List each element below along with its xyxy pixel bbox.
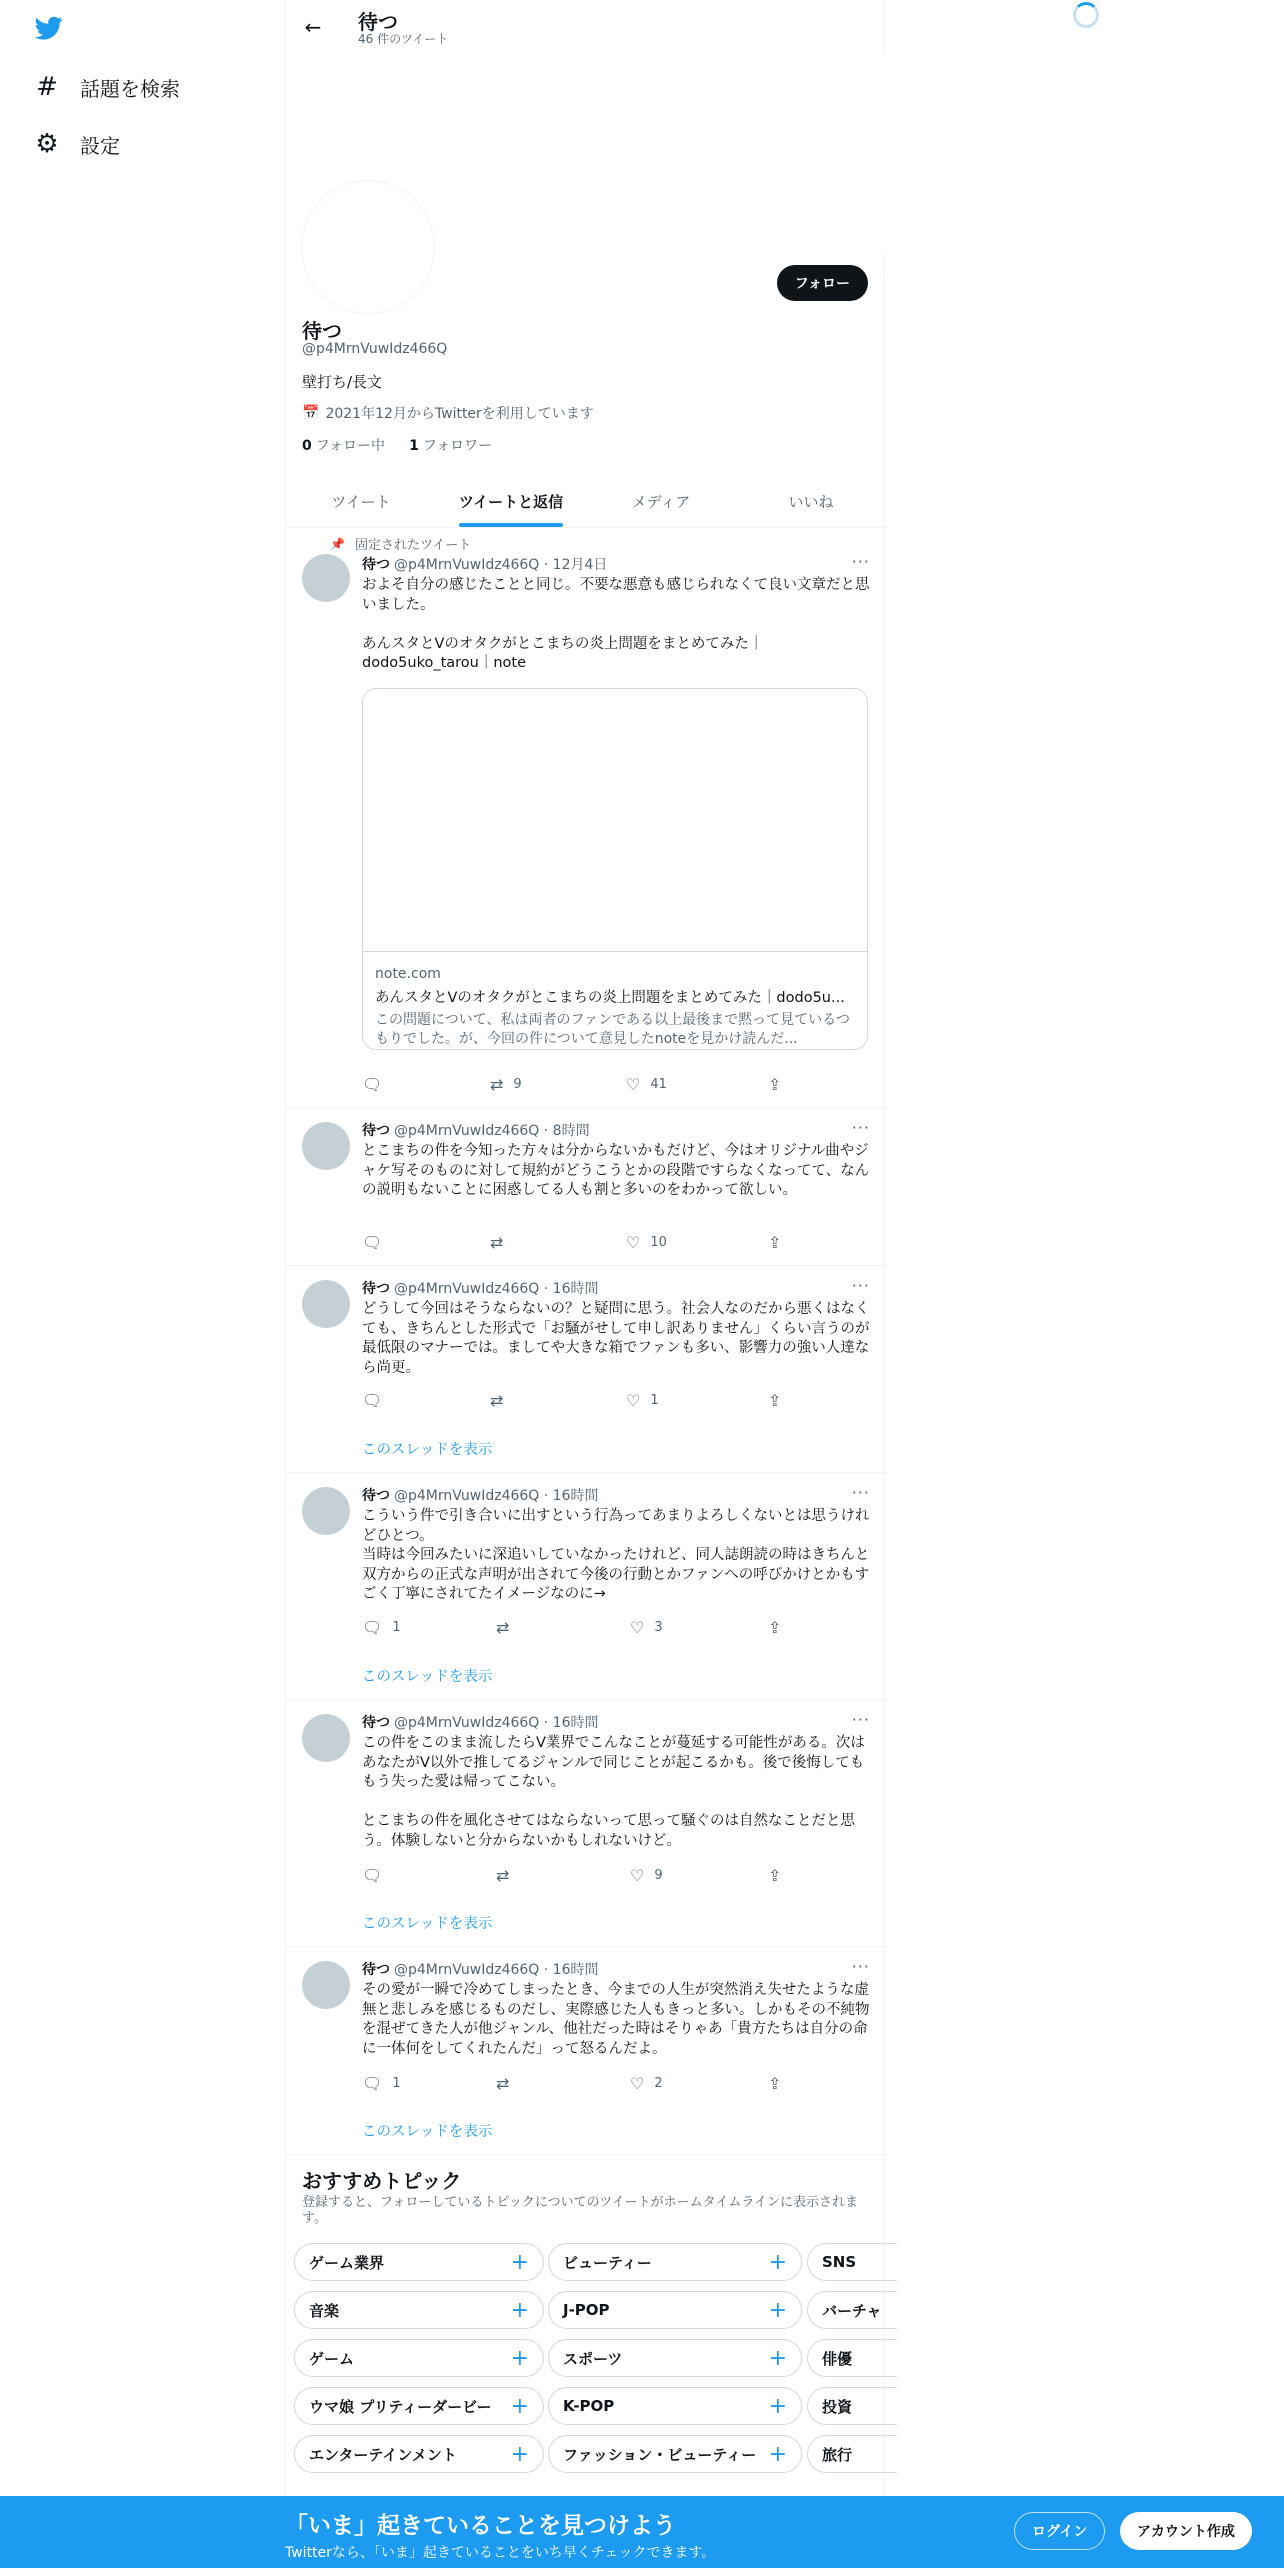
show-thread-link[interactable]: このスレッドを表示 [362, 1669, 493, 1685]
topic-pill[interactable]: SNS [807, 2243, 897, 2281]
following-link[interactable]: 0 フォロー中 [302, 438, 386, 454]
topic-pill[interactable]: 音楽 + [294, 2291, 544, 2329]
topic-pill[interactable]: ファッション・ビューティー + [548, 2435, 802, 2473]
tweet-author-name[interactable]: 待つ [362, 557, 390, 573]
more-icon[interactable]: ··· [851, 1276, 870, 1295]
reply-button[interactable]: 🗨 1 [362, 2074, 401, 2093]
profile-avatar[interactable] [301, 180, 435, 314]
avatar[interactable] [302, 1487, 350, 1535]
profile-bio: 壁打ち/長文 [302, 373, 383, 391]
tweet-author-name[interactable]: 待つ [362, 1123, 390, 1139]
retweet-button[interactable]: ⇄ 9 [490, 1075, 522, 1094]
retweet-icon: ⇄ [490, 1233, 504, 1252]
plus-icon: + [768, 2393, 787, 2419]
link-card-domain: note.com [375, 966, 441, 982]
tweet[interactable] [286, 1947, 886, 2155]
plus-icon: + [510, 2393, 529, 2419]
topic-pill[interactable]: ゲーム業界 + [294, 2243, 544, 2281]
profile-column [285, 0, 885, 2500]
tweet-author-handle[interactable]: @p4MrnVuwIdz466Q [394, 1962, 540, 1978]
tweet-meta: 待つ @p4MrnVuwIdz466Q · 8時間 [362, 1123, 590, 1139]
like-icon: ♡ [626, 1233, 641, 1252]
tweet-text: とこまちの件を今知った方々は分からないかもだけど、今はオリジナル曲やジャケ写そのものに対して規約がどうこうとかの段階ですらなくなってて、なんの説明もないことに困惑してる人も割と多いのをわかって欲しい。 [362, 1143, 870, 1199]
sidebar-item-label: 設定 [80, 133, 120, 158]
tweet-author-name[interactable]: 待つ [362, 1962, 390, 1978]
reply-icon: 🗨 [362, 1391, 383, 1410]
signup-banner [0, 2496, 1284, 2568]
tweet-meta: 待つ @p4MrnVuwIdz466Q · 16時間 [362, 1962, 599, 1978]
tweet-actions [362, 1233, 782, 1255]
reply-icon: 🗨 [362, 1866, 383, 1885]
tweet[interactable] [286, 1473, 886, 1700]
retweet-icon: ⇄ [490, 1391, 504, 1410]
followers-link[interactable]: 1 フォロワー [409, 438, 493, 454]
topic-pill[interactable]: ビューティー + [548, 2243, 802, 2281]
tweet-time[interactable]: 16時間 [552, 1962, 599, 1978]
reply-icon: 🗨 [362, 1233, 383, 1252]
retweet-button[interactable] [496, 1618, 519, 1637]
reply-icon: 🗨 [362, 1075, 383, 1094]
plus-icon: + [510, 2345, 529, 2371]
tweet-author-name[interactable]: 待つ [362, 1281, 390, 1297]
link-card[interactable] [362, 688, 868, 1050]
tweet-meta: 待つ @p4MrnVuwIdz466Q · 16時間 [362, 1715, 599, 1731]
profile-handle: @p4MrnVuwIdz466Q [302, 341, 448, 357]
tweet-meta: 待つ @p4MrnVuwIdz466Q · 16時間 [362, 1488, 599, 1504]
retweet-icon: ⇄ [490, 1075, 504, 1094]
twitter-bird-icon[interactable] [33, 14, 65, 42]
topic-pill[interactable]: エンターテインメント + [294, 2435, 544, 2473]
reply-button[interactable] [362, 1866, 392, 1885]
header-title: 待つ [358, 10, 398, 34]
reply-icon: 🗨 [362, 1618, 383, 1637]
share-button[interactable] [768, 2074, 781, 2093]
banner-title: 「いま」起きていることを見つけよう [285, 2513, 676, 2539]
avatar[interactable] [302, 1122, 350, 1170]
more-icon[interactable]: ··· [851, 1710, 870, 1729]
topic-pill[interactable]: K-POP + [548, 2387, 802, 2425]
topic-pill[interactable]: バーチャ [807, 2291, 897, 2329]
profile-name: 待つ [302, 319, 342, 343]
tweet-time[interactable]: 16時間 [552, 1281, 599, 1297]
tweet[interactable] [286, 1700, 886, 1947]
tab-tweets[interactable]: ツイート [331, 492, 391, 511]
login-button[interactable]: ログイン [1014, 2512, 1105, 2550]
topic-pill[interactable]: 投資 [807, 2387, 897, 2425]
like-icon: ♡ [630, 1866, 645, 1885]
tweet-count: 46 件のツイート [358, 32, 449, 46]
banner-subtitle: Twitterなら、「いま」起きていることをいち早くチェックできます。 [285, 2545, 716, 2561]
reply-button[interactable] [362, 1391, 392, 1410]
hashtag-icon: # [36, 72, 58, 102]
like-icon: ♡ [626, 1391, 641, 1410]
sidebar-item-explore[interactable] [34, 62, 180, 112]
tweet-time[interactable]: 16時間 [552, 1488, 599, 1504]
back-arrow-icon[interactable]: ← [304, 15, 322, 39]
avatar[interactable] [302, 1280, 350, 1328]
profile-stats [302, 435, 492, 455]
like-button[interactable]: ♡ 3 [630, 1618, 663, 1637]
tweet-actions [362, 1391, 782, 1413]
tab-tweets-and-replies[interactable]: ツイートと返信 [436, 475, 586, 527]
like-button[interactable]: ♡ 41 [626, 1075, 667, 1094]
link-card-image [363, 689, 867, 952]
tweet-author-handle[interactable]: @p4MrnVuwIdz466Q [394, 1281, 540, 1297]
loading-spinner-icon [1073, 2, 1099, 28]
tweet[interactable] [286, 1266, 886, 1473]
retweet-button[interactable] [496, 1866, 519, 1885]
like-button[interactable]: ♡ 10 [626, 1233, 667, 1252]
avatar[interactable] [302, 1961, 350, 2009]
plus-icon: + [768, 2441, 787, 2467]
tweet[interactable] [286, 528, 886, 1108]
tweet-time[interactable]: 8時間 [552, 1123, 590, 1139]
retweet-button[interactable] [490, 1391, 513, 1410]
tweet-text: どうして今回はそうならないの？と疑問に思う。社会人なのだから悪くはなくても、きちんとした形式で「お騒がせして申し訳ありません」くらい言うのが最低限のマナーでは。ましてや大きな箱でファンも多い、影響力の強い人達なら尚更。 [362, 1301, 870, 1376]
topic-pill[interactable]: 俳優 [807, 2339, 897, 2377]
retweet-icon: ⇄ [496, 1866, 510, 1885]
tweet-actions [362, 1866, 782, 1888]
tweet-text: この件をこのまま流したらV業界でこんなことが蔓延する可能性がある。次はあなたがV以外で推してるジャンルで同じことが起こるかも。後で後悔してももう失った愛は帰ってこない。 とこまちの件を風化させてはならないって思って騒ぐのは自然なことだと思う。体験しないと分からないかもしれないけど。 [362, 1735, 865, 1849]
retweet-icon: ⇄ [496, 2074, 510, 2093]
tweet-actions [362, 1618, 782, 1640]
reply-icon: 🗨 [362, 2074, 383, 2093]
reply-button[interactable] [362, 1075, 392, 1094]
share-button[interactable] [768, 1866, 781, 1885]
avatar[interactable] [302, 554, 350, 602]
tweet-text: およそ自分の感じたことと同じ。不要な悪意も感じられなくて良い文章だと思いました。 あんスタとVのオタクがとこまちの炎上問題をまとめてみた｜dodo5uko_tarou｜note [362, 577, 870, 672]
link-card-title: あんスタとVのオタクがとこまちの炎上問題をまとめてみた｜dodo5u... [375, 990, 845, 1006]
plus-icon: + [768, 2345, 787, 2371]
recommended-topics [286, 2155, 886, 2500]
like-button[interactable]: ♡ 2 [630, 2074, 663, 2093]
tweet-time[interactable]: 16時間 [552, 1715, 599, 1731]
topic-pill[interactable]: ゲーム + [294, 2339, 544, 2377]
like-icon: ♡ [630, 1618, 645, 1637]
follow-button[interactable]: フォロー [777, 265, 868, 301]
avatar[interactable] [302, 1714, 350, 1762]
plus-icon: + [768, 2249, 787, 2275]
share-icon: ⇪ [768, 2074, 782, 2093]
retweet-button[interactable] [496, 2074, 519, 2093]
tweet-author-handle[interactable]: @p4MrnVuwIdz466Q [394, 1715, 540, 1731]
profile-tabs [286, 475, 886, 528]
tweet-author-handle[interactable]: @p4MrnVuwIdz466Q [394, 1488, 540, 1504]
tweet-meta: 待つ @p4MrnVuwIdz466Q · 12月4日 [362, 557, 608, 573]
pinned-indicator: 📌 固定されたツイート [330, 536, 472, 553]
tweet-time[interactable]: 12月4日 [552, 557, 608, 573]
share-icon: ⇪ [768, 1391, 782, 1410]
tweet-author-name[interactable]: 待つ [362, 1488, 390, 1504]
tweet-meta: 待つ @p4MrnVuwIdz466Q · 16時間 [362, 1281, 599, 1297]
topic-pill[interactable]: ウマ娘 プリティーダービー + [294, 2387, 544, 2425]
tweet-text: こういう件で引き合いに出すという行為ってあまりよろしくないとは思うけれどひとつ。 当時は今回みたいに深追いしていなかったけれど、同人誌朗読の時はきちんと双方からの正式な声明が出されて今後の行動とかファンへの呼びかけとかもすごく丁寧にされてたイメージなのに→ [362, 1508, 870, 1603]
tweet-author-handle[interactable]: @p4MrnVuwIdz466Q [394, 1123, 540, 1139]
share-icon: ⇪ [768, 1618, 782, 1637]
like-button[interactable]: ♡ 9 [630, 1866, 663, 1885]
joined-text: 2021年12月からTwitterを利用しています [325, 406, 594, 422]
like-icon: ♡ [630, 2074, 645, 2093]
share-button[interactable] [768, 1618, 781, 1637]
share-icon: ⇪ [768, 1866, 782, 1885]
like-button[interactable]: ♡ 1 [626, 1391, 659, 1410]
share-button[interactable] [768, 1391, 781, 1410]
tweet-actions [362, 1075, 782, 1097]
share-icon: ⇪ [768, 1075, 782, 1094]
plus-icon: + [510, 2297, 529, 2323]
more-icon[interactable]: ··· [851, 552, 870, 571]
profile-joined [302, 403, 594, 423]
plus-icon: + [510, 2441, 529, 2467]
retweet-icon: ⇄ [496, 1618, 510, 1637]
more-icon[interactable]: ··· [851, 1957, 870, 1976]
tab-likes[interactable]: いいね [788, 492, 834, 511]
topic-pill[interactable]: スポーツ + [548, 2339, 802, 2377]
tweet[interactable] [286, 1108, 886, 1266]
share-icon: ⇪ [768, 1233, 782, 1252]
plus-icon: + [768, 2297, 787, 2323]
tweet-text: その愛が一瞬で冷めてしまったとき、今までの人生が突然消え失せたような虚無と悲しみを感じるものだし、実際感じた人もきっと多い。しかもその不純物を混ぜてきた人が他ジャンル、他社だった時はそりゃあ「貴方たちは自分の命に一体何をしてくれたんだ」って怒るんだよ。 [362, 1982, 870, 2057]
topics-subtitle: 登録すると、フォローしているトピックについてのツイートがホームタイムラインに表示されます。 [302, 2195, 859, 2226]
reply-button[interactable]: 🗨 1 [362, 1618, 401, 1637]
share-button[interactable] [768, 1075, 781, 1094]
retweet-button[interactable] [490, 1233, 513, 1252]
tab-media[interactable]: メディア [631, 492, 691, 511]
gear-icon: ⚙ [35, 129, 59, 159]
more-icon[interactable]: ··· [851, 1118, 870, 1137]
plus-icon: + [510, 2249, 529, 2275]
pin-icon: 📌 [330, 536, 345, 551]
show-thread-link[interactable]: このスレッドを表示 [362, 1442, 493, 1458]
more-icon[interactable]: ··· [851, 1483, 870, 1502]
tweet-author-name[interactable]: 待つ [362, 1715, 390, 1731]
show-thread-link[interactable]: このスレッドを表示 [362, 2124, 493, 2140]
topic-pill[interactable]: 旅行 [807, 2435, 897, 2473]
calendar-icon: 📅 [302, 405, 320, 421]
topic-pill[interactable]: J-POP + [548, 2291, 802, 2329]
tweet-actions [362, 2074, 782, 2096]
sidebar-item-label: 話題を検索 [80, 76, 180, 101]
like-icon: ♡ [626, 1075, 641, 1094]
share-button[interactable] [768, 1233, 781, 1252]
profile-header [286, 0, 886, 53]
tweet-author-handle[interactable]: @p4MrnVuwIdz466Q [394, 557, 540, 573]
link-card-description: この問題について、私は両者のファンである以上最後まで黙って見ているつもりでした。が、今回の件について意見したnoteを見かけ読んだ... [375, 1012, 851, 1047]
signup-button[interactable]: アカウント作成 [1120, 2512, 1252, 2550]
show-thread-link[interactable]: このスレッドを表示 [362, 1916, 493, 1932]
reply-button[interactable] [362, 1233, 392, 1252]
sidebar-item-settings[interactable] [34, 119, 120, 169]
topics-title: おすすめトピック [302, 2169, 462, 2193]
